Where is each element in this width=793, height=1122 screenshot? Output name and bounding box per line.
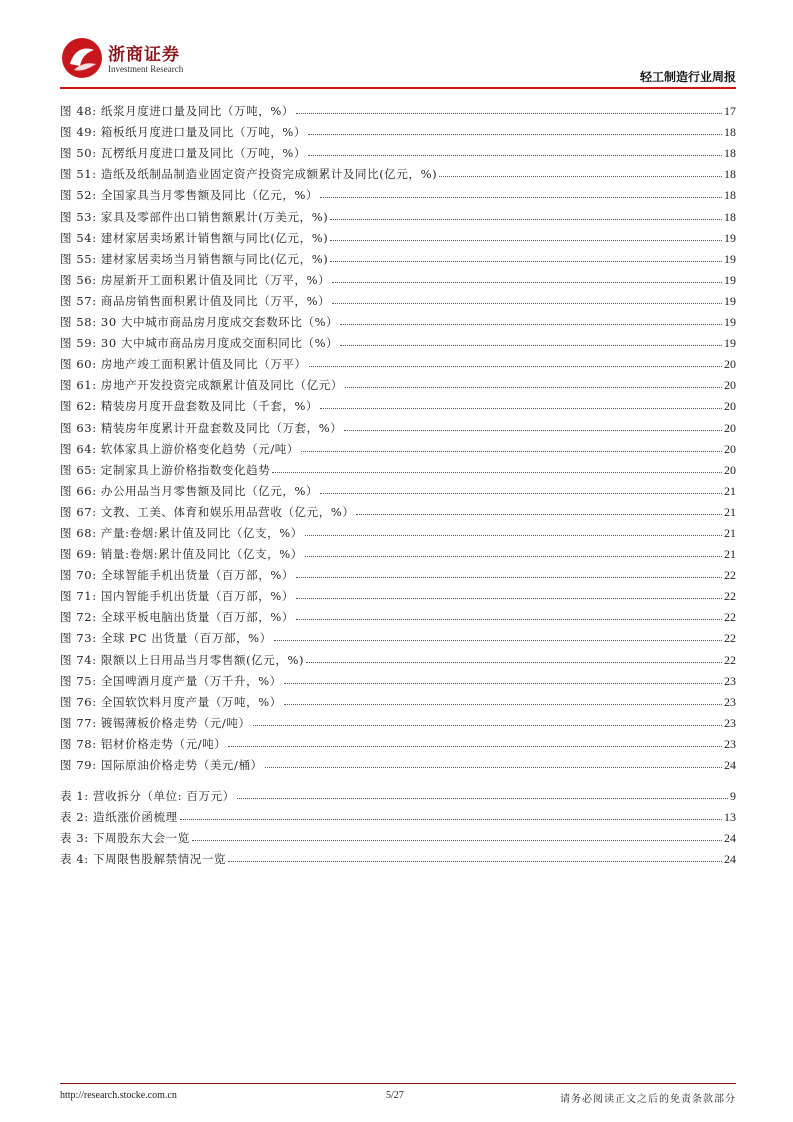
logo-mark-icon [60, 36, 104, 80]
toc-entry[interactable] [60, 225, 736, 246]
dot-leader [228, 861, 722, 862]
toc-entry-label: 图 69: 销量:卷烟:累计值及同比（亿支，%） [60, 547, 303, 562]
dot-leader [309, 366, 722, 367]
dot-leader [228, 746, 722, 747]
toc-entry-page: 18 [724, 125, 736, 140]
toc-entry-label: 图 54: 建材家居卖场累计销售额与同比(亿元，%) [60, 230, 329, 245]
toc-entry[interactable] [60, 414, 736, 435]
toc-entry[interactable] [60, 668, 736, 689]
toc-entry[interactable] [60, 825, 736, 846]
dot-leader [296, 598, 722, 599]
toc-entry-label: 表 2: 造纸涨价函梳理 [60, 810, 178, 825]
dot-leader [284, 683, 722, 684]
toc-entry-page: 22 [724, 652, 736, 667]
logo-company-en: Investment Research [108, 64, 184, 74]
dot-leader [332, 303, 722, 304]
toc-entry[interactable] [60, 288, 736, 309]
list-gap [60, 773, 736, 783]
toc-entry-page: 20 [724, 378, 736, 393]
toc-entry[interactable] [60, 309, 736, 330]
toc-entry-page: 19 [724, 315, 736, 330]
toc-entry-label: 图 60: 房地产竣工面积累计值及同比（万平） [60, 357, 307, 372]
toc-entry[interactable] [60, 520, 736, 541]
toc-entry-page: 19 [724, 230, 736, 245]
toc-entry-label: 图 52: 全国家具当月零售额及同比（亿元，%） [60, 188, 319, 203]
toc-entry-label: 表 1: 营收拆分（单位: 百万元） [60, 789, 235, 804]
dot-leader [330, 240, 722, 241]
toc-entry[interactable] [60, 562, 736, 583]
logo-company-cn: 浙商证券 [108, 45, 180, 65]
dot-leader [308, 134, 722, 135]
footer-disclaimer: 请务必阅读正文之后的免责条款部分 [560, 1094, 736, 1105]
toc-entry-page: 22 [724, 589, 736, 604]
company-logo [60, 36, 220, 80]
toc-entry-label: 图 65: 定制家具上游价格指数变化趋势 [60, 462, 271, 477]
dot-leader [296, 619, 722, 620]
dot-leader [237, 798, 728, 799]
toc-entry[interactable] [60, 604, 736, 625]
toc-entry[interactable] [60, 499, 736, 520]
toc-entry[interactable] [60, 646, 736, 667]
toc-entry[interactable] [60, 457, 736, 478]
toc-entry-page: 19 [724, 251, 736, 266]
dot-leader [439, 176, 722, 177]
toc-entry-page: 18 [724, 167, 736, 182]
toc-entry[interactable] [60, 267, 736, 288]
toc-entry-label: 图 74: 限额以上日用品当月零售额(亿元，%) [60, 652, 305, 667]
page-header [60, 32, 736, 88]
dot-leader [308, 155, 722, 156]
figure-list [60, 98, 736, 773]
toc-entry[interactable] [60, 161, 736, 182]
toc-entry-page: 22 [724, 610, 736, 625]
toc-entry-label: 图 50: 瓦楞纸月度进口量及同比（万吨，%） [60, 146, 307, 161]
toc-entry-page: 21 [724, 504, 736, 519]
footer-divider [60, 1083, 736, 1084]
toc-entry-label: 图 53: 家具及零部件出口销售额累计(万美元，%) [60, 209, 329, 224]
toc-entry-label: 图 79: 国际原油价格走势（美元/桶） [60, 758, 263, 772]
toc-entry-label: 图 67: 文教、工美、体育和娱乐用品营收（亿元，%） [60, 504, 355, 519]
toc-entry-label: 图 64: 软体家具上游价格变化趋势（元/吨） [60, 441, 299, 456]
toc-entry[interactable] [60, 541, 736, 562]
toc-entry[interactable] [60, 436, 736, 457]
dot-leader [253, 725, 722, 726]
toc-entry-label: 图 55: 建材家居卖场当月销售额与同比(亿元，%) [60, 251, 329, 266]
dot-leader [180, 819, 722, 820]
toc-entry-page: 24 [724, 852, 736, 867]
toc-entry-label: 图 56: 房屋新开工面积累计值及同比（万平，%） [60, 272, 331, 287]
toc-entry-page: 22 [724, 631, 736, 646]
dot-leader [265, 767, 722, 768]
dot-leader [320, 493, 722, 494]
toc-entry[interactable] [60, 752, 736, 773]
toc-entry-page: 18 [724, 188, 736, 203]
toc-entry[interactable] [60, 246, 736, 267]
toc-entry-label: 图 63: 精装房年度累计开盘套数及同比（万套，%） [60, 420, 343, 435]
toc-entry-label: 图 78: 铝材价格走势（元/吨） [60, 736, 227, 751]
report-title: 轻工制造行业周报 [639, 70, 736, 84]
toc-entry-label: 图 49: 箱板纸月度进口量及同比（万吨，%） [60, 125, 307, 140]
dot-leader [320, 408, 722, 409]
toc-entry[interactable] [60, 731, 736, 752]
toc-entry[interactable] [60, 330, 736, 351]
toc-entry-page: 9 [730, 789, 736, 804]
dot-leader [356, 514, 722, 515]
dot-leader [296, 113, 722, 114]
toc-entry[interactable] [60, 804, 736, 825]
toc-entry-label: 图 62: 精装房月度开盘套数及同比（千套，%） [60, 399, 319, 414]
toc-entry-label: 图 68: 产量:卷烟:累计值及同比（亿支，%） [60, 525, 303, 540]
toc-entry[interactable] [60, 625, 736, 646]
toc-entry-label: 图 70: 全球智能手机出货量（百万部，%） [60, 568, 294, 583]
toc-entry-label: 表 4: 下周限售股解禁情况一览 [60, 852, 227, 867]
toc-entry[interactable] [60, 783, 736, 804]
toc-entry-page: 21 [724, 525, 736, 540]
toc-entry-label: 图 77: 镀锡薄板价格走势（元/吨） [60, 715, 251, 730]
dot-leader [344, 430, 722, 431]
toc-entry-page: 18 [724, 146, 736, 161]
toc-entry-label: 图 76: 全国软饮料月度产量（万吨，%） [60, 694, 282, 709]
toc-entry-page: 20 [724, 357, 736, 372]
dot-leader [320, 197, 722, 198]
toc-entry[interactable] [60, 583, 736, 604]
toc-entry[interactable] [60, 846, 736, 867]
toc-entry-label: 图 59: 30 大中城市商品房月度成交面积同比（%） [60, 336, 339, 351]
dot-leader [340, 324, 722, 325]
dot-leader [332, 282, 722, 283]
dot-leader [345, 387, 722, 388]
dot-leader [305, 556, 722, 557]
toc-entry-page: 18 [724, 209, 736, 224]
dot-leader [272, 472, 722, 473]
toc-entry-page: 23 [724, 673, 736, 688]
dot-leader [330, 261, 722, 262]
toc-entry-page: 23 [724, 694, 736, 709]
footer-page-number: 5/27 [386, 1090, 404, 1101]
toc-entry-page: 23 [724, 715, 736, 730]
toc-entry-page: 19 [724, 293, 736, 308]
toc-entry-label: 图 72: 全球平板电脑出货量（百万部，%） [60, 610, 294, 625]
toc-entry-page: 20 [724, 462, 736, 477]
dot-leader [305, 535, 722, 536]
toc-entry-label: 图 75: 全国啤酒月度产量（万千升，%） [60, 673, 282, 688]
toc-entry-page: 20 [724, 441, 736, 456]
toc-entry-label: 图 57: 商品房销售面积累计值及同比（万平，%） [60, 293, 331, 308]
toc-entry-label: 图 58: 30 大中城市商品房月度成交套数环比（%） [60, 315, 339, 330]
toc-entry-label: 图 51: 造纸及纸制品制造业固定资产投资完成额累计及同比(亿元，%) [60, 167, 438, 182]
toc-entry[interactable] [60, 393, 736, 414]
toc-entry-label: 图 66: 办公用品当月零售额及同比（亿元，%） [60, 483, 319, 498]
toc-entry-label: 图 48: 纸浆月度进口量及同比（万吨，%） [60, 104, 294, 119]
dot-leader [306, 662, 722, 663]
toc-entry-page: 23 [724, 736, 736, 751]
footer-url-link[interactable]: http://research.stocke.com.cn [60, 1090, 177, 1101]
toc-entry-page: 17 [724, 104, 736, 119]
toc-entry[interactable] [60, 689, 736, 710]
toc-entry-label: 图 61: 房地产开发投资完成额累计值及同比（亿元） [60, 378, 343, 393]
toc-entry-page: 13 [724, 810, 736, 825]
dot-leader [284, 704, 722, 705]
table-list [60, 783, 736, 867]
toc-entry-page: 20 [724, 399, 736, 414]
toc-entry[interactable] [60, 203, 736, 224]
toc-entry-page: 19 [724, 336, 736, 351]
dot-leader [340, 345, 722, 346]
toc-entry-page: 19 [724, 272, 736, 287]
toc-entry[interactable] [60, 182, 736, 203]
toc-entry-page: 21 [724, 483, 736, 498]
toc-entry[interactable] [60, 710, 736, 731]
toc-entry[interactable] [60, 119, 736, 140]
header-divider [60, 87, 736, 89]
toc-entry-label: 表 3: 下周股东大会一览 [60, 831, 190, 846]
toc-entry[interactable] [60, 478, 736, 499]
dot-leader [301, 451, 722, 452]
toc-entry-label: 图 71: 国内智能手机出货量（百万部，%） [60, 589, 294, 604]
toc-entry-page: 24 [724, 831, 736, 846]
toc-entry[interactable] [60, 98, 736, 119]
toc-entry-label: 图 73: 全球 PC 出货量（百万部，%） [60, 631, 272, 646]
dot-leader [296, 577, 722, 578]
toc-entry-page: 24 [724, 758, 736, 772]
dot-leader [330, 219, 722, 220]
dot-leader [274, 640, 722, 641]
toc-entry[interactable] [60, 351, 736, 372]
toc-entry-page: 22 [724, 568, 736, 583]
dot-leader [192, 840, 722, 841]
toc-entry[interactable] [60, 140, 736, 161]
toc-entry-page: 20 [724, 420, 736, 435]
table-of-contents [60, 98, 736, 867]
toc-entry-page: 21 [724, 547, 736, 562]
toc-entry[interactable] [60, 372, 736, 393]
